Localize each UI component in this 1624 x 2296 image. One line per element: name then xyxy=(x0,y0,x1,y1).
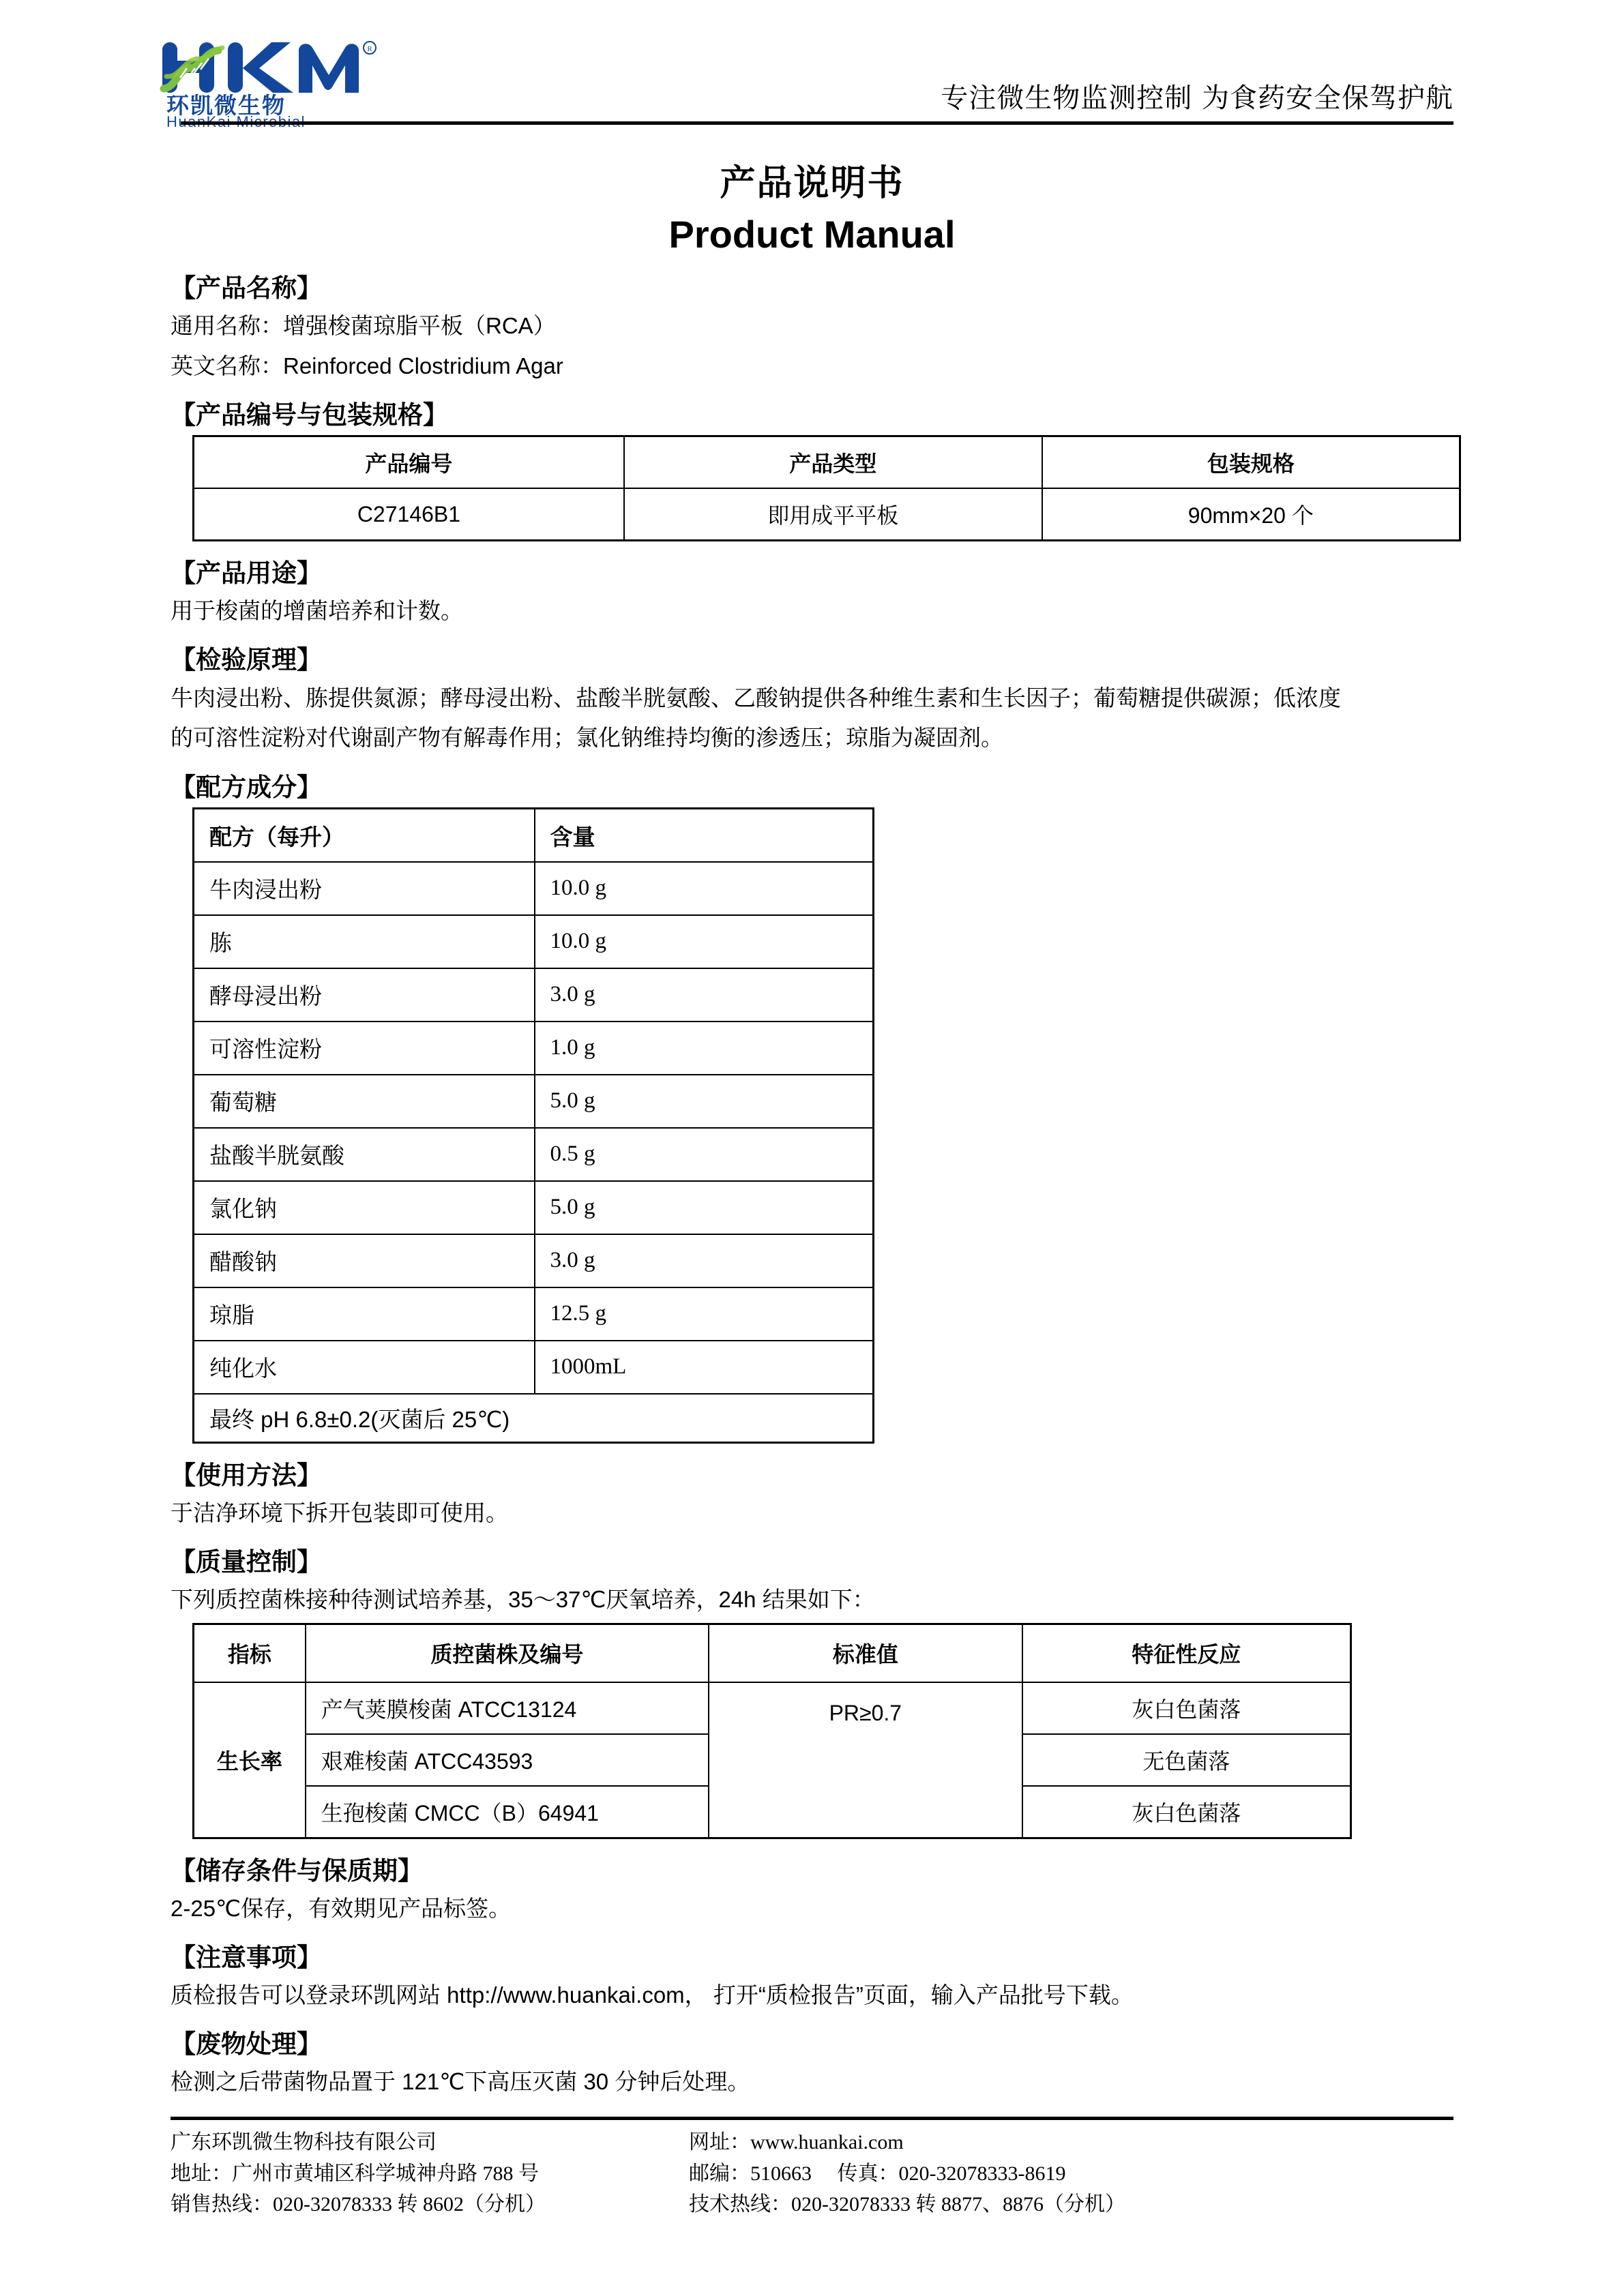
cell-ingredient-amount: 5.0 g xyxy=(535,1181,874,1234)
table-row xyxy=(194,1022,874,1075)
how-to-use-text: 于洁净环境下拆开包装即可使用。 xyxy=(171,1500,508,1526)
quality-control-table xyxy=(192,1623,1352,1839)
table-row xyxy=(194,915,874,968)
column-header-characteristic-reaction: 特征性反应 xyxy=(1022,1624,1351,1682)
cell-ingredient-amount: 5.0 g xyxy=(535,1075,874,1128)
product-generic-name-label: 通用名称： xyxy=(171,313,283,338)
svg-text:环凯微生物: 环凯微生物 xyxy=(166,92,286,119)
footer-divider xyxy=(171,2117,1453,2120)
cell-package-spec: 90mm×20 个 xyxy=(1042,488,1460,541)
column-header-strain: 质控菌株及编号 xyxy=(306,1624,709,1682)
product-generic-name-value: 增强梭菌琼脂平板（RCA） xyxy=(283,313,556,338)
section-heading-formula: 【配方成分】 xyxy=(171,773,322,803)
table-row xyxy=(194,1682,1351,1734)
table-row xyxy=(194,1341,874,1394)
formula-table xyxy=(192,807,874,1444)
product-english-name-value: Reinforced Clostridium Agar xyxy=(283,353,563,379)
cell-ingredient-amount: 3.0 g xyxy=(535,1234,874,1287)
cell-ingredient-amount: 12.5 g xyxy=(535,1287,874,1341)
table-row-ph-note xyxy=(194,1394,874,1443)
cell-strain: 产气荚膜梭菌 ATCC13124 xyxy=(306,1682,709,1734)
cell-ingredient-amount: 10.0 g xyxy=(535,862,874,915)
svg-text:R: R xyxy=(367,45,372,53)
cell-ingredient-amount: 0.5 g xyxy=(535,1128,874,1181)
column-header-package-spec: 包装规格 xyxy=(1042,436,1460,489)
cell-product-code: C27146B1 xyxy=(194,488,624,541)
hkm-logo-icon xyxy=(157,38,430,127)
document-header xyxy=(166,35,1453,127)
cell-reaction: 灰白色菌落 xyxy=(1022,1786,1351,1838)
cell-ph-note: 最终 pH 6.8±0.2(灭菌后 25℃) xyxy=(194,1394,874,1443)
section-heading-usage-purpose: 【产品用途】 xyxy=(171,558,322,588)
quality-control-intro: 下列质控菌株接种待测试培养基，35～37℃厌氧培养，24h 结果如下： xyxy=(171,1587,875,1613)
table-row xyxy=(194,1181,874,1234)
footer-website: 网址：www.huankai.com xyxy=(689,2131,904,2154)
cell-index-growth-rate: 生长率 xyxy=(194,1682,306,1838)
cell-reaction: 无色菌落 xyxy=(1022,1734,1351,1786)
cell-ingredient-name: 胨 xyxy=(194,915,535,968)
cell-reaction: 灰白色菌落 xyxy=(1022,1682,1351,1734)
cell-ingredient-name: 琼脂 xyxy=(194,1287,535,1341)
cautions-text: 质检报告可以登录环凯网站 http://www.huankai.com， 打开“质检报告”页面，输入产品批号下载。 xyxy=(171,1982,1134,2008)
section-heading-product-name: 【产品名称】 xyxy=(171,273,322,303)
cell-ingredient-name: 葡萄糖 xyxy=(194,1075,535,1128)
footer-address: 地址：广州市黄埔区科学城神舟路 788 号 xyxy=(171,2162,539,2185)
section-heading-quality-control: 【质量控制】 xyxy=(171,1547,322,1577)
section-heading-principle: 【检验原理】 xyxy=(171,645,322,675)
product-code-table xyxy=(192,435,1461,541)
table-row xyxy=(194,968,874,1022)
product-english-name-label: 英文名称： xyxy=(171,353,283,379)
footer-company-name: 广东环凯微生物科技有限公司 xyxy=(171,2131,437,2154)
column-header-product-code: 产品编号 xyxy=(194,436,624,489)
cell-strain: 生孢梭菌 CMCC（B）64941 xyxy=(306,1786,709,1838)
cell-ingredient-name: 酵母浸出粉 xyxy=(194,968,535,1022)
table-row xyxy=(194,1075,874,1128)
header-tagline-wrap xyxy=(450,35,1453,115)
table-row xyxy=(194,1287,874,1341)
column-header-content: 含量 xyxy=(535,809,874,862)
footer-right-column xyxy=(689,2127,1453,2220)
footer-tech-hotline: 技术热线：020-32078333 转 8877、8876（分机） xyxy=(689,2193,1125,2216)
principle-line-2: 的可溶性淀粉对代谢副产物有解毒作用；氯化钠维持均衡的渗透压；琼脂为凝固剂。 xyxy=(171,724,1003,750)
cell-ingredient-name: 牛肉浸出粉 xyxy=(194,862,535,915)
section-heading-how-to-use: 【使用方法】 xyxy=(171,1461,322,1491)
section-heading-waste: 【废物处理】 xyxy=(171,2029,322,2059)
cell-ingredient-amount: 10.0 g xyxy=(535,915,874,968)
page-title-en: Product Manual xyxy=(668,213,956,256)
cell-standard-value: PR≥0.7 xyxy=(709,1682,1022,1838)
header-tagline: 专注微生物监测控制 为食药安全保驾护航 xyxy=(941,83,1453,114)
table-header-row xyxy=(194,1624,1351,1682)
column-header-formula-per-liter: 配方（每升） xyxy=(194,809,535,862)
cell-ingredient-name: 盐酸半胱氨酸 xyxy=(194,1128,535,1181)
table-row xyxy=(194,488,1460,541)
waste-text: 检测之后带菌物品置于 121℃下高压灭菌 30 分钟后处理。 xyxy=(171,2068,750,2094)
document-footer xyxy=(171,2127,1453,2220)
column-header-index: 指标 xyxy=(194,1624,306,1682)
column-header-standard-value: 标准值 xyxy=(709,1624,1022,1682)
footer-left-column xyxy=(171,2127,689,2220)
company-logo xyxy=(157,35,450,127)
column-header-product-type: 产品类型 xyxy=(624,436,1042,489)
section-heading-cautions: 【注意事项】 xyxy=(171,1942,322,1972)
svg-text:HuanKai Microbial: HuanKai Microbial xyxy=(166,113,306,127)
cell-product-type: 即用成平平板 xyxy=(624,488,1042,541)
cell-strain: 艰难梭菌 ATCC43593 xyxy=(306,1734,709,1786)
table-row xyxy=(194,862,874,915)
cell-ingredient-name: 纯化水 xyxy=(194,1341,535,1394)
usage-purpose-text: 用于梭菌的增菌培养和计数。 xyxy=(171,598,463,624)
table-header-row xyxy=(194,436,1460,489)
footer-postcode-fax: 邮编：510663 传真：020-32078333-8619 xyxy=(689,2162,1066,2185)
cell-ingredient-amount: 1000mL xyxy=(535,1341,874,1394)
footer-sales-hotline: 销售热线：020-32078333 转 8602（分机） xyxy=(171,2193,546,2216)
storage-text: 2-25℃保存，有效期见产品标签。 xyxy=(171,1895,512,1921)
product-english-name-line xyxy=(171,348,1453,383)
table-row xyxy=(194,1234,874,1287)
page-title-cn: 产品说明书 xyxy=(720,163,904,204)
table-header-row xyxy=(194,809,874,862)
table-row xyxy=(194,1128,874,1181)
cell-ingredient-amount: 3.0 g xyxy=(535,968,874,1022)
cell-ingredient-name: 醋酸钠 xyxy=(194,1234,535,1287)
product-generic-name-line xyxy=(171,308,1453,343)
section-heading-code-spec: 【产品编号与包装规格】 xyxy=(171,400,448,430)
cell-ingredient-name: 可溶性淀粉 xyxy=(194,1022,535,1075)
section-heading-storage: 【储存条件与保质期】 xyxy=(171,1855,423,1885)
header-divider xyxy=(181,121,1453,125)
cell-ingredient-amount: 1.0 g xyxy=(535,1022,874,1075)
cell-ingredient-name: 氯化钠 xyxy=(194,1181,535,1234)
principle-line-1: 牛肉浸出粉、胨提供氮源；酵母浸出粉、盐酸半胱氨酸、乙酸钠提供各种维生素和生长因子；葡萄糖提供碳源；低浓度 xyxy=(171,685,1341,711)
